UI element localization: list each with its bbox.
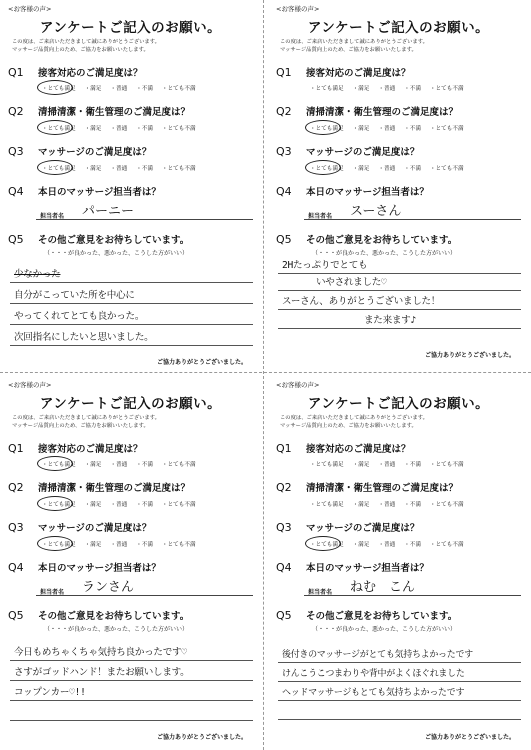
- option-satisfied[interactable]: ・満足: [352, 462, 370, 468]
- comment-rule: [10, 345, 253, 346]
- header-tag: <お客様の声>: [276, 5, 320, 13]
- q3-options: [42, 540, 205, 548]
- q2-options: [42, 500, 205, 508]
- comment-line-1[interactable]: 後付きのマッサージがとても気持ちよかったです: [282, 650, 473, 660]
- staff-line: [36, 595, 253, 596]
- q5-subtext: （・・・が良かった、悪かった、こうした方がいい）: [312, 250, 457, 257]
- thanks-text: ご協力ありがとうございました。: [424, 734, 515, 741]
- question-3: Q3 マッサージのご満足度は？: [276, 521, 420, 534]
- option-normal[interactable]: ・普通: [378, 166, 396, 172]
- option-dissatisfied[interactable]: ・不満: [404, 86, 421, 92]
- intro-text: この度は、ご来店いただきまして誠にありがとうございます。 マッサージ品質向上のため、ご協力をお願いいたします。: [280, 39, 428, 53]
- header-tag: <お客様の声>: [8, 381, 52, 389]
- thanks-text: ご協力ありがとうございました。: [156, 359, 247, 366]
- question-5: Q5 その他ご意見をお待ちしています。: [8, 233, 190, 246]
- comment-rule: [10, 324, 253, 325]
- survey-sheet-4: [270, 378, 527, 743]
- option-very-dissatisfied[interactable]: ・とても不満: [161, 86, 196, 92]
- question-5: Q5 その他ご意見をお待ちしています。: [8, 609, 190, 622]
- option-satisfied[interactable]: ・満足: [352, 542, 370, 548]
- question-4: Q4 本日のマッサージ担当者は？: [8, 185, 161, 198]
- option-satisfied[interactable]: ・満足: [352, 86, 370, 92]
- page-title: アンケートご記入のお願い。: [307, 396, 490, 412]
- header-tag: <お客様の声>: [276, 381, 320, 389]
- option-normal[interactable]: ・普通: [378, 502, 396, 508]
- option-very-satisfied[interactable]: ・とても満足: [310, 126, 344, 132]
- comment-line-1[interactable]: 2Hたっぷりでとても: [282, 260, 368, 271]
- option-satisfied[interactable]: ・満足: [352, 502, 370, 508]
- option-very-dissatisfied[interactable]: ・とても不満: [429, 166, 464, 172]
- comment-rule: [10, 680, 253, 681]
- option-normal[interactable]: ・普通: [378, 126, 396, 132]
- intro-text: この度は、ご来店いただきまして誠にありがとうございます。 マッサージ品質向上のため、ご協力をお願いいたします。: [280, 415, 428, 429]
- comment-line-4[interactable]: 次回指名にしたいと思いました。: [14, 332, 154, 343]
- vertical-divider: [263, 0, 265, 750]
- option-satisfied[interactable]: ・満足: [352, 126, 370, 132]
- option-very-satisfied[interactable]: ・とても満足: [310, 166, 344, 172]
- comment-rule: [10, 720, 253, 721]
- staff-name[interactable]: スーさん: [350, 204, 402, 219]
- comment-rule: [10, 303, 253, 304]
- option-very-satisfied[interactable]: ・とても満足: [310, 542, 344, 548]
- page-title: アンケートご記入のお願い。: [39, 20, 222, 36]
- q1-options: [42, 84, 205, 92]
- comment-rule: [10, 700, 253, 701]
- survey-sheet-1: [2, 2, 259, 367]
- header-tag: <お客様の声>: [8, 5, 52, 13]
- q1-options: [42, 460, 205, 468]
- q5-subtext: （・・・が良かった、悪かった、こうした方がいい）: [44, 250, 189, 257]
- option-very-satisfied[interactable]: ・とても満足: [42, 166, 76, 172]
- question-3: Q3 マッサージのご満足度は？: [8, 145, 152, 158]
- option-normal[interactable]: ・普通: [378, 542, 396, 548]
- option-normal[interactable]: ・普通: [110, 462, 128, 468]
- option-dissatisfied[interactable]: ・不満: [136, 126, 153, 132]
- staff-label: 担当者名: [308, 589, 333, 596]
- option-very-dissatisfied[interactable]: ・とても不満: [429, 462, 464, 468]
- option-very-satisfied[interactable]: ・とても満足: [42, 86, 76, 92]
- comment-rule: [278, 290, 521, 291]
- option-very-dissatisfied[interactable]: ・とても不満: [429, 542, 464, 548]
- option-very-satisfied[interactable]: ・とても満足: [310, 462, 344, 468]
- option-satisfied[interactable]: ・満足: [84, 502, 102, 508]
- question-2: Q2 清掃清潔・衛生管理のご満足度は？: [8, 105, 191, 118]
- comment-rule: [278, 700, 521, 701]
- option-satisfied[interactable]: ・満足: [84, 542, 102, 548]
- option-normal[interactable]: ・普通: [110, 86, 128, 92]
- q2-options: [42, 124, 205, 132]
- option-dissatisfied[interactable]: ・不満: [136, 166, 153, 172]
- option-very-satisfied[interactable]: ・とても満足: [42, 542, 76, 548]
- option-very-dissatisfied[interactable]: ・とても不満: [161, 502, 196, 508]
- option-very-dissatisfied[interactable]: ・とても不満: [161, 166, 196, 172]
- comment-line-3[interactable]: ヘッドマッサージもとても気持ちよかったです: [282, 688, 465, 698]
- question-1: Q1 接客対応のご満足度は？: [8, 66, 143, 79]
- question-2: Q2 清掃清潔・衛生管理のご満足度は？: [276, 105, 459, 118]
- option-normal[interactable]: ・普通: [110, 126, 128, 132]
- page-title: アンケートご記入のお願い。: [39, 396, 222, 412]
- option-dissatisfied[interactable]: ・不満: [404, 502, 421, 508]
- page-title: アンケートご記入のお願い。: [307, 20, 490, 36]
- thanks-text: ご協力ありがとうございました。: [424, 352, 515, 359]
- staff-label: 担当者名: [40, 213, 65, 220]
- question-1: Q1 接客対応のご満足度は？: [276, 442, 411, 455]
- staff-line: [304, 595, 521, 596]
- option-very-satisfied[interactable]: ・とても満足: [42, 462, 76, 468]
- comment-rule: [10, 282, 253, 283]
- staff-name[interactable]: ねむ こん: [350, 580, 416, 595]
- comment-rule: [278, 328, 521, 329]
- question-4: Q4 本日のマッサージ担当者は？: [276, 185, 429, 198]
- comment-rule: [278, 681, 521, 682]
- option-normal[interactable]: ・普通: [110, 542, 128, 548]
- question-2: Q2 清掃清潔・衛生管理のご満足度は？: [276, 481, 459, 494]
- comment-line-2[interactable]: さすがゴッドハンド！またお願いします。: [14, 667, 190, 678]
- option-normal[interactable]: ・普通: [110, 502, 128, 508]
- option-dissatisfied[interactable]: ・不満: [404, 126, 421, 132]
- option-dissatisfied[interactable]: ・不満: [404, 462, 421, 468]
- comment-line-2[interactable]: けんこうこつまわりや背中がよくほぐれました: [282, 669, 465, 679]
- option-satisfied[interactable]: ・満足: [84, 86, 102, 92]
- q5-subtext: （・・・が良かった、悪かった、こうした方がいい）: [312, 626, 457, 633]
- q1-options: [310, 84, 473, 92]
- staff-line: [36, 219, 253, 220]
- comment-line-2[interactable]: いやされました♡: [316, 277, 387, 288]
- comment-line-2[interactable]: 自分がこっていた所を中心に: [14, 290, 135, 301]
- intro-text: この度は、ご来店いただきまして誠にありがとうございます。 マッサージ品質向上のため、ご協力をお願いいたします。: [12, 415, 160, 429]
- option-very-dissatisfied[interactable]: ・とても不満: [429, 126, 464, 132]
- survey-sheet-2: [270, 2, 527, 367]
- q3-options: [42, 164, 205, 172]
- thanks-text: ご協力ありがとうございました。: [156, 734, 247, 741]
- option-very-dissatisfied[interactable]: ・とても不満: [429, 502, 464, 508]
- question-2: Q2 清掃清潔・衛生管理のご満足度は？: [8, 481, 191, 494]
- option-very-dissatisfied[interactable]: ・とても不満: [161, 126, 196, 132]
- q2-options: [310, 500, 473, 508]
- q2-options: [310, 124, 473, 132]
- option-dissatisfied[interactable]: ・不満: [136, 462, 153, 468]
- option-very-dissatisfied[interactable]: ・とても不満: [161, 462, 196, 468]
- option-dissatisfied[interactable]: ・不満: [404, 542, 421, 548]
- option-very-satisfied[interactable]: ・とても満足: [310, 86, 344, 92]
- option-satisfied[interactable]: ・満足: [352, 166, 370, 172]
- q5-subtext: （・・・が良かった、悪かった、こうした方がいい）: [44, 626, 189, 633]
- question-5: Q5 その他ご意見をお待ちしています。: [276, 233, 458, 246]
- option-normal[interactable]: ・普通: [378, 462, 396, 468]
- option-dissatisfied[interactable]: ・不満: [136, 542, 153, 548]
- option-satisfied[interactable]: ・満足: [84, 126, 102, 132]
- comment-line-1[interactable]: 少なかった: [14, 269, 61, 280]
- comment-rule: [10, 660, 253, 661]
- comment-rule: [278, 273, 521, 274]
- option-satisfied[interactable]: ・満足: [84, 166, 102, 172]
- comment-line-3[interactable]: やってくれてとても良かった。: [14, 311, 145, 322]
- staff-label: 担当者名: [308, 213, 333, 220]
- option-dissatisfied[interactable]: ・不満: [136, 86, 153, 92]
- q3-options: [310, 540, 473, 548]
- question-3: Q3 マッサージのご満足度は？: [8, 521, 152, 534]
- option-very-satisfied[interactable]: ・とても満足: [42, 502, 76, 508]
- option-normal[interactable]: ・普通: [110, 166, 128, 172]
- q1-options: [310, 460, 473, 468]
- survey-sheet-3: [2, 378, 259, 743]
- staff-name[interactable]: パーニー: [82, 204, 135, 219]
- comment-line-3[interactable]: スーさん、ありがとうございました！: [282, 296, 441, 307]
- option-very-dissatisfied[interactable]: ・とても不満: [429, 86, 464, 92]
- comment-rule: [278, 309, 521, 310]
- option-very-satisfied[interactable]: ・とても満足: [42, 126, 76, 132]
- staff-name[interactable]: ランさん: [82, 580, 135, 595]
- question-1: Q1 接客対応のご満足度は？: [8, 442, 143, 455]
- question-4: Q4 本日のマッサージ担当者は？: [8, 561, 161, 574]
- q3-options: [310, 164, 473, 172]
- comment-rule: [278, 662, 521, 663]
- horizontal-divider: [0, 372, 531, 373]
- option-very-dissatisfied[interactable]: ・とても不満: [161, 542, 196, 548]
- comment-line-3[interactable]: コップンカー♡!!: [14, 687, 86, 698]
- option-very-satisfied[interactable]: ・とても満足: [310, 502, 344, 508]
- intro-text: この度は、ご来店いただきまして誠にありがとうございます。 マッサージ品質向上のため、ご協力をお願いいたします。: [12, 39, 160, 53]
- question-4: Q4 本日のマッサージ担当者は？: [276, 561, 429, 574]
- option-dissatisfied[interactable]: ・不満: [136, 502, 153, 508]
- question-3: Q3 マッサージのご満足度は？: [276, 145, 420, 158]
- option-satisfied[interactable]: ・満足: [84, 462, 102, 468]
- option-normal[interactable]: ・普通: [378, 86, 396, 92]
- staff-label: 担当者名: [40, 589, 65, 596]
- comment-rule: [278, 719, 521, 720]
- comment-line-1[interactable]: 今日もめちゃくちゃ気持ち良かったです♡: [14, 647, 187, 658]
- option-dissatisfied[interactable]: ・不満: [404, 166, 421, 172]
- staff-line: [304, 219, 521, 220]
- question-1: Q1 接客対応のご満足度は？: [276, 66, 411, 79]
- question-5: Q5 その他ご意見をお待ちしています。: [276, 609, 458, 622]
- comment-line-4[interactable]: また来ます♪: [364, 315, 416, 326]
